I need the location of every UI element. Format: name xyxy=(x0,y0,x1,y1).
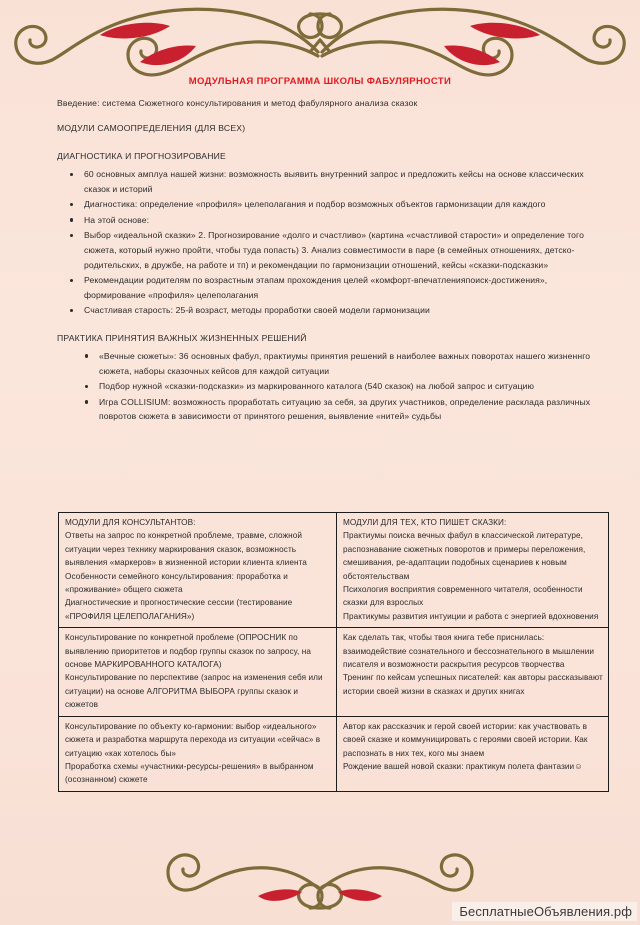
cell-line: Как сделать так, чтобы твоя книга тебе приснилась: взаимодействие сознательного и бессознательного в мышлении писателя и возможности раскрытия ресурсов творчества xyxy=(343,633,595,670)
cell-line: Ответы на запрос по конкретной проблеме, травме, сложной ситуации через технику маркирования сказок, возможность выявления «маркеров» в жизненной истории клиента клиента xyxy=(65,531,307,568)
table-row xyxy=(59,716,609,791)
cell-line: Проработка схемы «участники-ресурсы-решения» в выбранном (осознанном) сюжете xyxy=(65,761,314,785)
cell-line: Консультирование по объекту ко-гармонии: выбор «идеального» сюжета и разработка маршрута перехода из ситуации «сейчас» в ситуацию «как хотелось бы» xyxy=(65,721,321,758)
list-item: Подбор нужной «сказки-подсказки» из маркированного каталога (540 сказок) на любой запрос и ситуацию xyxy=(57,379,602,394)
intro-line: Введение: система Сюжетного консультирования и метод фабулярного анализа сказок xyxy=(57,98,418,108)
table-cell-consultants-3 xyxy=(59,716,337,791)
list-item: Рекомендации родителям по возрастным этапам прохождения целей «комфорт-впечатленияпоиск-достижения», формирование «профиля» целеполагания xyxy=(57,273,602,302)
page-title: МОДУЛЬНАЯ ПРОГРАММА ШКОЛЫ ФАБУЛЯРНОСТИ xyxy=(188,76,452,87)
bullet-list-practice xyxy=(57,349,602,424)
table-cell-consultants-1 xyxy=(59,513,337,628)
watermark-label: БесплатныеОбъявления.рф xyxy=(452,902,637,921)
table-row xyxy=(59,628,609,716)
table-cell-consultants-2 xyxy=(59,628,337,716)
section-heading-practice: ПРАКТИКА ПРИНЯТИЯ ВАЖНЫХ ЖИЗНЕННЫХ РЕШЕНИЙ xyxy=(57,332,307,343)
table-cell-writers-2 xyxy=(337,628,609,716)
table-row xyxy=(59,513,609,628)
cell-line: Диагностические и прогностические сессии (тестирование «ПРОФИЛЯ ЦЕЛЕПОЛАГАНИЯ») xyxy=(65,598,293,621)
cell-line: Особенности семейного консультирования: проработка и «проживание» общего сюжета xyxy=(65,571,288,595)
table-cell-writers-3 xyxy=(337,716,609,791)
cell-line: Рождение вашей новой сказки: практикум полета фантазии☺ xyxy=(343,761,583,771)
list-item: Диагностика: определение «профиля» целеполагания и подбор возможных объектов гармонизации для каждого xyxy=(57,197,602,212)
bullet-list-diagnostics xyxy=(57,167,602,318)
cell-line: Практиумы поиска вечных фабул в классической литературе, распознавание сюжетных поворотов и примеры переложения, смешивания, ре-адаптации подобных сценариев к новым обстоятельствам xyxy=(343,531,586,581)
cell-line: Консультирование по конкретной проблеме (ОПРОСНИК по выявлению приоритетов и подбор группы сказок по запросу, на основе МАРКИРОВАННОГО КАТАЛОГА) xyxy=(65,633,311,670)
cell-line: Тренинг по кейсам успешных писателей: как авторы рассказывают истории своей жизни в сказках и других книгах xyxy=(343,673,603,696)
cell-line: Автор как рассказчик и герой своей истории: как участвовать в своей сказке и коммуницировать с героями своей истории. Как распознать в них тех, кого мы знаем xyxy=(343,721,588,758)
list-item: Счастливая старость: 25-й возраст, методы проработки своей модели гармонизации xyxy=(57,303,602,318)
list-item: На этой основе: xyxy=(57,213,602,228)
cell-line: Психология восприятия современного читателя, особенности сказки для взрослых xyxy=(343,585,583,608)
section-heading-diagnostics: ДИАГНОСТИКА И ПРОГНОЗИРОВАНИЕ xyxy=(57,151,226,161)
cell-line: МОДУЛИ ДЛЯ ТЕХ, КТО ПИШЕТ СКАЗКИ: xyxy=(343,518,507,527)
table-cell-writers-1 xyxy=(337,513,609,628)
top-ornament-flourish xyxy=(0,0,640,88)
cell-line: Консультирование по перспективе (запрос на изменения себя или ситуации) на основе АЛГОРИТМА ВЫБОРА группы сказок и сюжетов xyxy=(65,673,323,710)
list-item: 60 основных амплуа нашей жизни: возможность выявить внутренний запрос и предложить кейсы на основе классических сказок и историй xyxy=(57,167,602,196)
body-content xyxy=(57,122,602,425)
section-heading-self-determination: МОДУЛИ САМООПРЕДЕЛЕНИЯ (ДЛЯ ВСЕХ) xyxy=(57,123,246,133)
list-item: Выбор «идеальной сказки» 2. Прогнозирование «долго и счастливо» (картина «счастливой старости» и определение того сюжета, который нужно пройти, чтобы туда попасть) 3. Анализ совместимости в паре (в семейных отношениях, детско-родительских, в дружбе, на работе и тп) и рекомендации по гармонизации отношений, кейсы «сказки-подсказки» xyxy=(57,228,602,272)
cell-line: Практикумы развития интуиции и работа с энергией вдохновения xyxy=(343,611,599,621)
list-item: «Вечные сюжеты»: 36 основных фабул, практиумы принятия решений в наиболее важных поворотах нашего жизненнго сюжета, наборы сказочных кейсов для каждой ситуации xyxy=(57,349,602,378)
modules-table xyxy=(58,512,609,792)
list-item: Игра COLLISIUM: возможность проработать ситуацию за себя, за других участников, определение расклада различных повротов сюжета в зависимости от принятого решения, выявление «нитей» судьбы xyxy=(57,395,602,424)
cell-line: МОДУЛИ ДЛЯ КОНСУЛЬТАНТОВ: xyxy=(65,518,196,527)
